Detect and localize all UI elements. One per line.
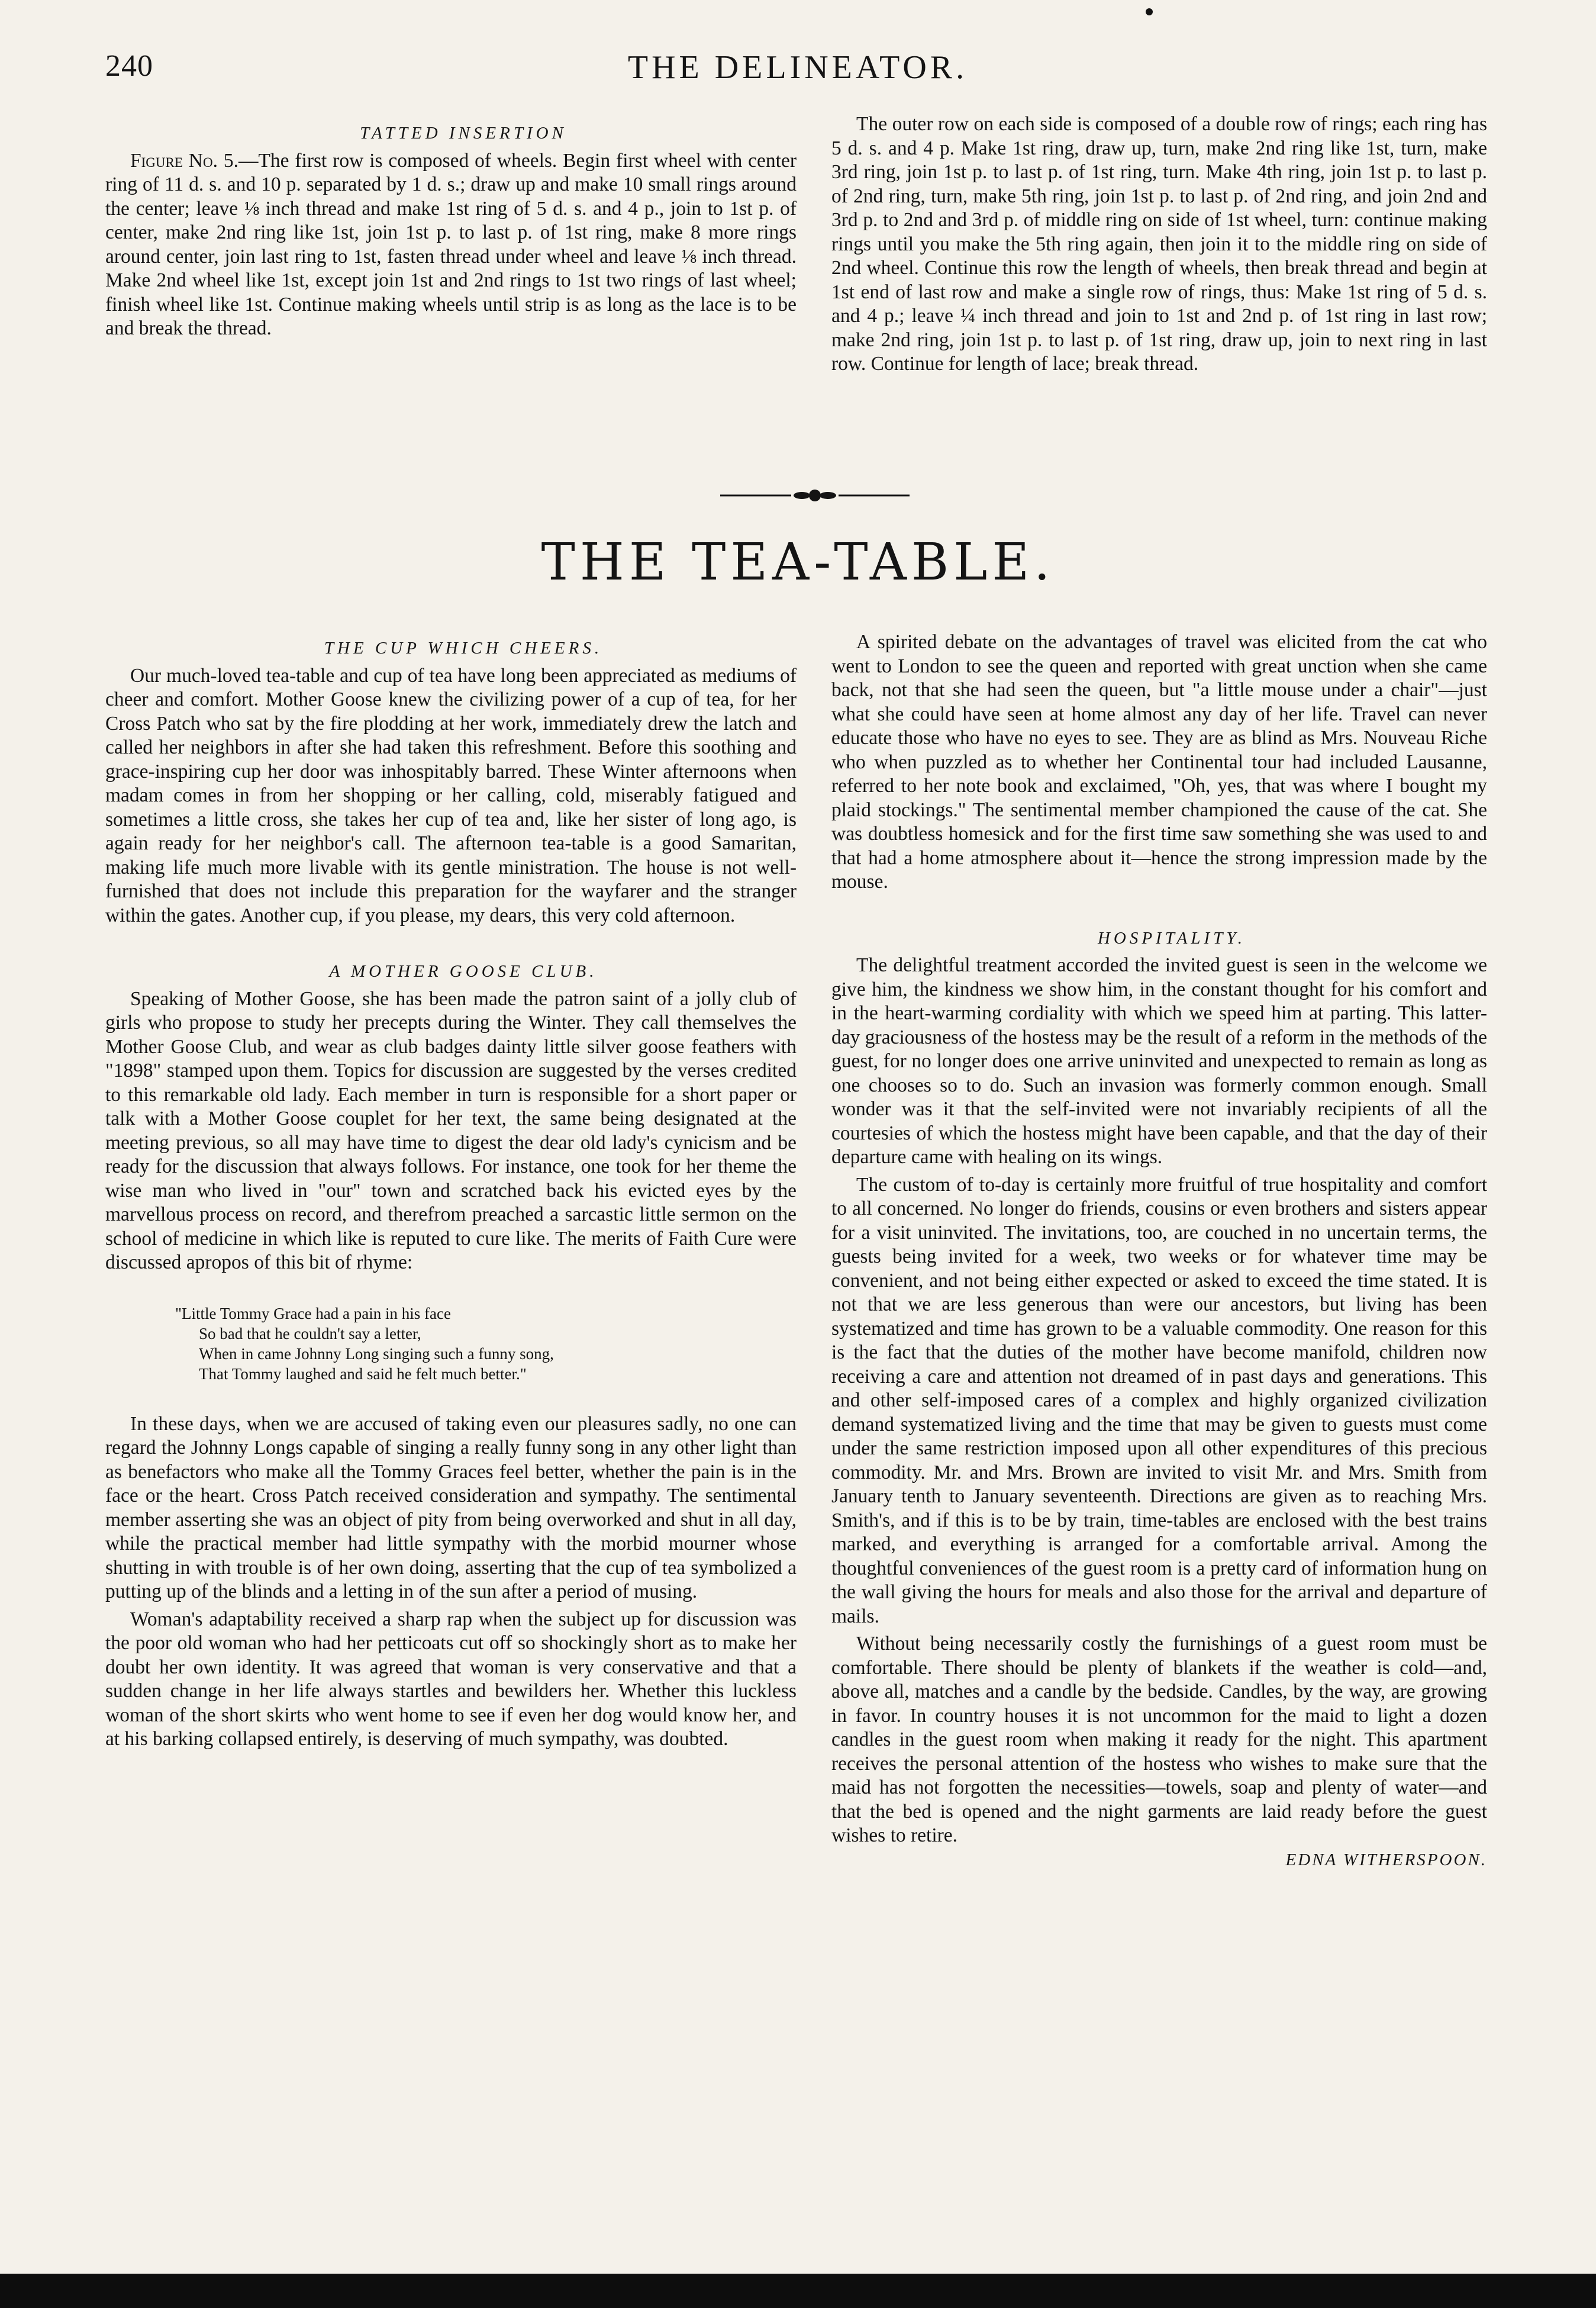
hospitality-paragraph-3: Without being necessarily costly the furnishings of a guest room must be comfortable. There should be plenty of blankets if the weather is cold—and, above all, matches and a candle by the bedside. Candles, by the way, are growing in favor. In country houses it is not uncommon for the maid to light a dozen candles in the guest room when making it ready for the night. This apartment receives the personal attention of the hostess who wishes to make sure that the maid has not forgotten the necessities—towels, soap and plenty of water—and that the bed is opened and the night garments are laid ready before the guest wishes to retire. [831, 1633, 1487, 1846]
rhyme-line-1: "Little Tommy Grace had a pain in his face [175, 1304, 451, 1322]
tea-column-right [831, 630, 1487, 1872]
page-header [105, 49, 1490, 96]
tatted-column-left [105, 121, 797, 341]
section-ornament [720, 487, 910, 504]
rhyme-line-4: That Tommy laughed and said he felt much better." [199, 1364, 527, 1383]
tatted-paragraph-1 [105, 149, 797, 341]
hospitality-paragraph-1: The delightful treatment accorded the invited guest is seen in the welcome we give him, the kindness we show him, in the constant thought for his comfort and in the heart-warming cordiality with which we speed him at parting. This latter-day graciousness of the hostess may be the result of a reform in the methods of the guest, for no longer does one arrive uninvited and unexpected to remain as long as one chooses so to do. Such an invasion was formerly common enough. Small wonder was it that the self-invited were not invariably recipients of all the courtesies of which the hostess might have been capable, and that the day of their departure came with healing on its wings. [831, 954, 1487, 1168]
club-paragraph-3: Woman's adaptability received a sharp rap when the subject up for discussion was the poor old woman who had her petticoats cut off so shockingly short as to make her doubt her own identity. It was agreed that woman is very conservative and that a sudden change in her life always startles and bewilders her. Whether this luckless woman of the short skirts who went home to see if even her dog would know her, and at his barking collapsed entirely, is deserving of much sympathy, was doubted. [105, 1608, 797, 1750]
tatted-paragraph-1-text: —The first row is composed of wheels. Begin first wheel with center ring of 11 d. s. and 10 p. separated by 1 d. s.; draw up and make 10 small rings around the center; leave ⅛ inch thread and make 1st ring of 5 d. s. and 4 p., join to 1st p. of center, make 2nd ring like 1st, join 1st p. to last p. of 1st ring, make 8 more rings around center, join last ring to 1st, fasten thread under wheel and leave ⅛ inch thread. Make 2nd wheel like 1st, except join 1st and 2nd rings to 1st two rings of last wheel; finish wheel like 1st. Continue making wheels until strip is as long as the lace is to be and break the thread. [105, 149, 797, 339]
club-heading: A MOTHER GOOSE CLUB. [329, 962, 598, 981]
scan-bottom-border [0, 2274, 1596, 2308]
club-paragraph-2: In these days, when we are accused of taking even our pleasures sadly, no one can regard the Johnny Longs capable of singing a really funny song in any other light than as benefactors who make all the Tommy Graces feel better, whether the pain is in the face or the heart. Cross Patch received consideration and sympathy. The sentimental member asserting she was an object of pity from being overworked and shut in all day, while the practical member had little sympathy with the morbid mourner whose shutting in with trouble is of her own doing, asserting that the cup of tea symbolized a putting up of the blinds and a letting in of the sun after a period of musing. [105, 1412, 797, 1602]
cup-heading: THE CUP WHICH CHEERS. [324, 639, 603, 658]
tea-column-left [105, 636, 797, 1752]
club-paragraph-1: Speaking of Mother Goose, she has been made the patron saint of a jolly club of girls who propose to study her precepts during the Winter. They call themselves the Mother Goose Club, and wear as club badges dainty little silver goose feathers with "1898" stamped upon them. Topics for discussion are suggested by the verses credited to this remarkable old lady. Each member in turn is responsible for a short paper or talk with a Mother Goose couplet for her text, the same being designated at the meeting previous, so all may have time to digest the dear old lady's cynicism and be ready for the discussion that always follows. For instance, one took for her theme the wise man who lived in "our" town and scratched back his evicted eyes by the marvellous process on record, and therefrom preached a sarcastic little sermon on the school of medicine in which like is reputed to cure like. The merits of Faith Cure were discussed apropos of this bit of rhyme: [105, 987, 797, 1273]
cup-paragraph: Our much-loved tea-table and cup of tea have long been appreciated as mediums of cheer and comfort. Mother Goose knew the civilizing power of a cup of tea, for her Cross Patch who sat by the fire plodding at her work, immediately drew the latch and called her neighbors in after she had taken this refreshment. Before this soothing and grace-inspiring cup her door was inhospitably barred. These Winter afternoons when madam comes in from her shopping or her calling, cold, miserably fatigued and sometimes a little cross, she takes her cup of tea and, like her sister of long ago, is again ready for her neighbor's call. The afternoon tea-table is a good Samaritan, making life much more livable with its gentle ministration. The house is not well-furnished that does not include this preparation for the wayfarer and the stranger within the gates. Another cup, if you please, my dears, this very cold afternoon. [105, 664, 797, 926]
tatted-paragraph-2: The outer row on each side is composed of a double row of rings; each ring has 5 d. s. and 4 p. Make 1st ring, draw up, turn, make 2nd ring like 1st, turn, make 3rd ring, join 1st p. to last p. of 1st ring, turn. Make 4th ring, join 1st p. to last p. of 2nd ring, turn, make 5th ring, join 1st p. to last p. of 2nd ring, and join 2nd and 3rd p. to 2nd and 3rd p. of middle ring on side of 1st wheel, turn: continue making rings until you make the 5th ring again, then join it to the middle ring on side of 2nd wheel. Continue this row the length of wheels, then break thread and begin at 1st end of last row and make a single row of rings, thus: Make 1st ring of 5 d. s. and 4 p.; leave ¼ inch thread and join to 1st and 2nd p. of 1st ring in last row; make 2nd ring, join 1st p. to last p. of 1st ring, draw up, join to next ring in last row. Continue for length of lace; break thread. [831, 113, 1487, 375]
rhyme [175, 1303, 797, 1384]
hospitality-paragraph-2: The custom of to-day is certainly more fruitful of true hospitality and comfort to all concerned. No longer do friends, cousins or even brothers and sisters appear for a visit uninvited. The invitations, too, are couched in no uncertain terms, the guests being invited for a week, two weeks or for whatever time may be convenient, and not being either expected or asked to exceed the time stated. It is not that we are less generous than were our ancestors, but living has been systematized and time has grown to be a valuable commodity. One reason for this is the fact that the duties of the mother have become manifold, children now receiving a care and attention not dreamed of in past days and generations. This and other self-imposed cares of a complex and highly organized civilization demand systematized living and the time that may be given to guests must come under the same restriction imposed upon all other expenditures of this precious commodity. Mr. and Mrs. Brown are invited to visit Mr. and Mrs. Smith from January tenth to January seventeenth. Directions are given as to reaching Mrs. Smith's, and if this is to be by train, time-tables are enclosed with the best trains marked, and everything is arranged for a comfortable arrival. Among the thoughtful conveniences of the guest room is a pretty card of information hung on the wall giving the hours for meals and also those for the arrival and departure of mails. [831, 1173, 1487, 1627]
author-signature: EDNA WITHERSPOON. [1285, 1850, 1487, 1869]
tatted-column-right [831, 112, 1487, 376]
ink-speck [1146, 8, 1153, 15]
section-title: THE TEA-TABLE. [541, 533, 1055, 592]
page-number: 240 [105, 49, 153, 83]
figure-label: Figure No. 5. [130, 149, 238, 172]
rhyme-line-2: So bad that he couldn't say a letter, [199, 1324, 421, 1343]
running-title: THE DELINEATOR. [627, 49, 968, 86]
rhyme-line-3: When in came Johnny Long singing such a funny song, [199, 1344, 554, 1363]
hospitality-heading: HOSPITALITY. [1097, 928, 1246, 948]
tatted-heading: TATTED INSERTION [360, 124, 567, 143]
travel-paragraph: A spirited debate on the advantages of travel was elicited from the cat who went to London to see the queen and reported with great unction when she came back, not that she had seen the queen, but "a little mouse under a chair"—just what she could have seen at home almost any day of her life. Travel can never educate those who have no eyes to see. They are as blind as Mrs. Nouveau Riche who when puzzled as to whether her Continental tour had included Lausanne, referred to her note book and exclaimed, "Oh, yes, that was where I bought my plaid stockings." The sentimental member championed the cause of the cat. She was doubtless homesick and for the first time saw something she was used to and that had a home atmosphere about it—hence the strong impression made by the mouse. [831, 631, 1487, 893]
